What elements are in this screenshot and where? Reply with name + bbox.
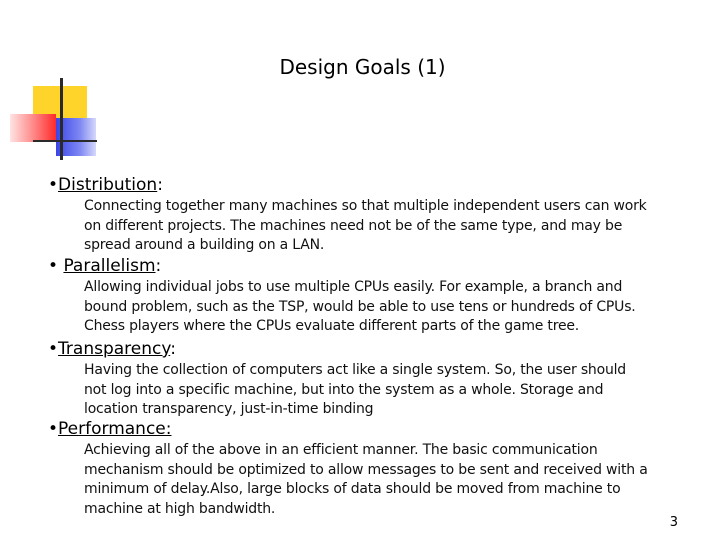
description-line: minimum of delay.Also, large blocks of data should be moved from machine to <box>84 481 621 497</box>
logo-vertical-line <box>60 78 63 160</box>
description-line: spread around a building on a LAN. <box>84 237 325 253</box>
bullet-icon: • <box>48 419 59 439</box>
description-line: Chess players where the CPUs evaluate different parts of the game tree. <box>84 318 580 334</box>
bullet-icon: • <box>48 339 59 359</box>
section-performance <box>48 419 698 519</box>
description-line: bound problem, such as the TSP, would be able to use tens or hundreds of CPUs. <box>84 298 636 315</box>
term-performance: Performance: <box>58 419 172 439</box>
section-heading <box>48 175 698 195</box>
section-description <box>84 441 698 519</box>
description-line: Having the collection of computers act like a single system. So, the user should <box>84 362 626 378</box>
term-suffix: : <box>170 339 176 359</box>
section-description <box>84 278 698 337</box>
term-suffix: : <box>155 256 162 276</box>
logo-red-bar <box>10 114 56 142</box>
description-line: not log into a specific machine, but into the system as a whole. Storage and <box>84 381 604 398</box>
bullet-icon: • <box>48 256 59 276</box>
section-heading <box>48 419 698 439</box>
section-heading <box>48 256 698 276</box>
logo-horizontal-line <box>33 140 97 142</box>
description-line: location transparency, just-in-time binding <box>84 401 374 417</box>
description-line: Allowing individual jobs to use multiple CPUs easily. For example, a branch and <box>84 279 623 295</box>
section-distribution <box>48 175 698 256</box>
description-line: mechanism should be optimized to allow messages to be sent and received with a <box>84 461 648 478</box>
term-distribution: Distribution <box>58 175 158 195</box>
slide-title-text: Design Goals (1) <box>279 55 446 79</box>
section-transparency <box>48 339 698 420</box>
section-description <box>84 361 698 420</box>
slide-title <box>0 55 720 79</box>
term-suffix: : <box>157 175 163 195</box>
page-number: 3 <box>669 515 678 530</box>
bullet-icon: • <box>48 175 59 195</box>
term-parallelism: Parallelism <box>63 256 156 276</box>
description-line: on different projects. The machines need not be of the same type, and may be <box>84 217 623 234</box>
section-description <box>84 197 698 256</box>
description-line: Achieving all of the above in an efficient manner. The basic communication <box>84 442 598 458</box>
section-parallelism <box>48 256 698 337</box>
section-heading <box>48 339 698 359</box>
term-transparency: Transparency <box>58 339 171 359</box>
description-line: Connecting together many machines so that multiple independent users can work <box>84 198 647 214</box>
description-line: machine at high bandwidth. <box>84 500 276 517</box>
